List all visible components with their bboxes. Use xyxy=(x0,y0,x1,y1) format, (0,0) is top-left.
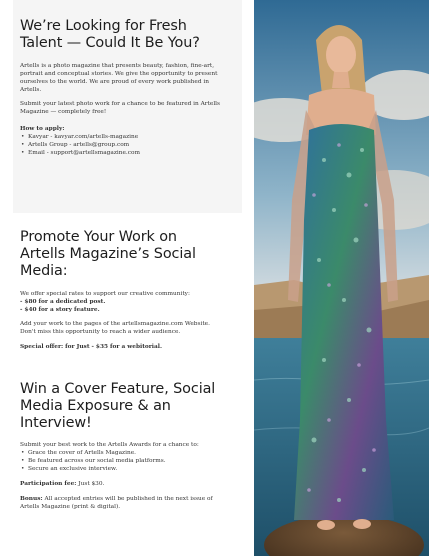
how-to-apply-list xyxy=(20,133,225,157)
how-to-apply-label: How to apply: xyxy=(20,126,65,132)
apply-kavyar-link[interactable]: • Kavyar - kavyar.com/artells-magazine xyxy=(28,133,225,141)
apply-group-email[interactable]: • Artells Group - artells@group.com xyxy=(28,141,225,149)
bonus-value: All accepted entries will be published in the next issue of Artells Magazine (print & digital). xyxy=(20,496,213,510)
benefit-social: • Be featured across our social media platforms. xyxy=(28,457,225,465)
fee-value: Just $30. xyxy=(78,481,105,487)
website-note: Add your work to the pages of the artellsmagazine.com Website. Don't miss this opportunity to reach a wider audience. xyxy=(20,321,210,335)
promote-intro: We offer special rates to support our creative community: xyxy=(20,291,190,297)
talent-intro: Artells is a photo magazine that presents beauty, fashion, fine-art, portrait and conceptual stories. We give the opportunity to present ourselves to the world. We are proud of every work published in Artells. xyxy=(20,63,218,93)
special-offer: Special offer: for Just - $35 for a webitorial. xyxy=(20,344,162,350)
talent-section xyxy=(20,18,225,157)
fee-label: Participation fee: xyxy=(20,481,77,487)
participation-fee xyxy=(20,480,225,488)
model-photo xyxy=(254,0,429,556)
benefit-interview: • Secure an exclusive interview. xyxy=(28,465,225,473)
awards-intro: Submit your best work to the Artells Awards for a chance to: xyxy=(20,442,199,448)
apply-support-email[interactable]: • Email - support@artellsmagazine.com xyxy=(28,149,225,157)
rate-dedicated-post: - $80 for a dedicated post. xyxy=(20,299,106,305)
awards-section xyxy=(20,381,225,517)
promote-heading: Promote Your Work on Artells Magazine’s Social Media: xyxy=(20,229,196,279)
benefit-cover: • Grace the cover of Artells Magazine. xyxy=(28,449,225,457)
talent-submit: Submit your latest photo work for a chance to be featured in Artells Magazine — completely free! xyxy=(20,101,221,115)
talent-heading: We’re Looking for Fresh Talent — Could It Be You? xyxy=(20,18,200,51)
promote-section xyxy=(20,229,225,357)
awards-heading: Win a Cover Feature, Social Media Exposure & an Interview! xyxy=(20,381,216,431)
awards-benefits-list xyxy=(20,449,225,473)
bonus-note xyxy=(20,495,225,511)
rate-story-feature: - $40 for a story feature. xyxy=(20,307,100,313)
bonus-label: Bonus: xyxy=(20,496,43,502)
